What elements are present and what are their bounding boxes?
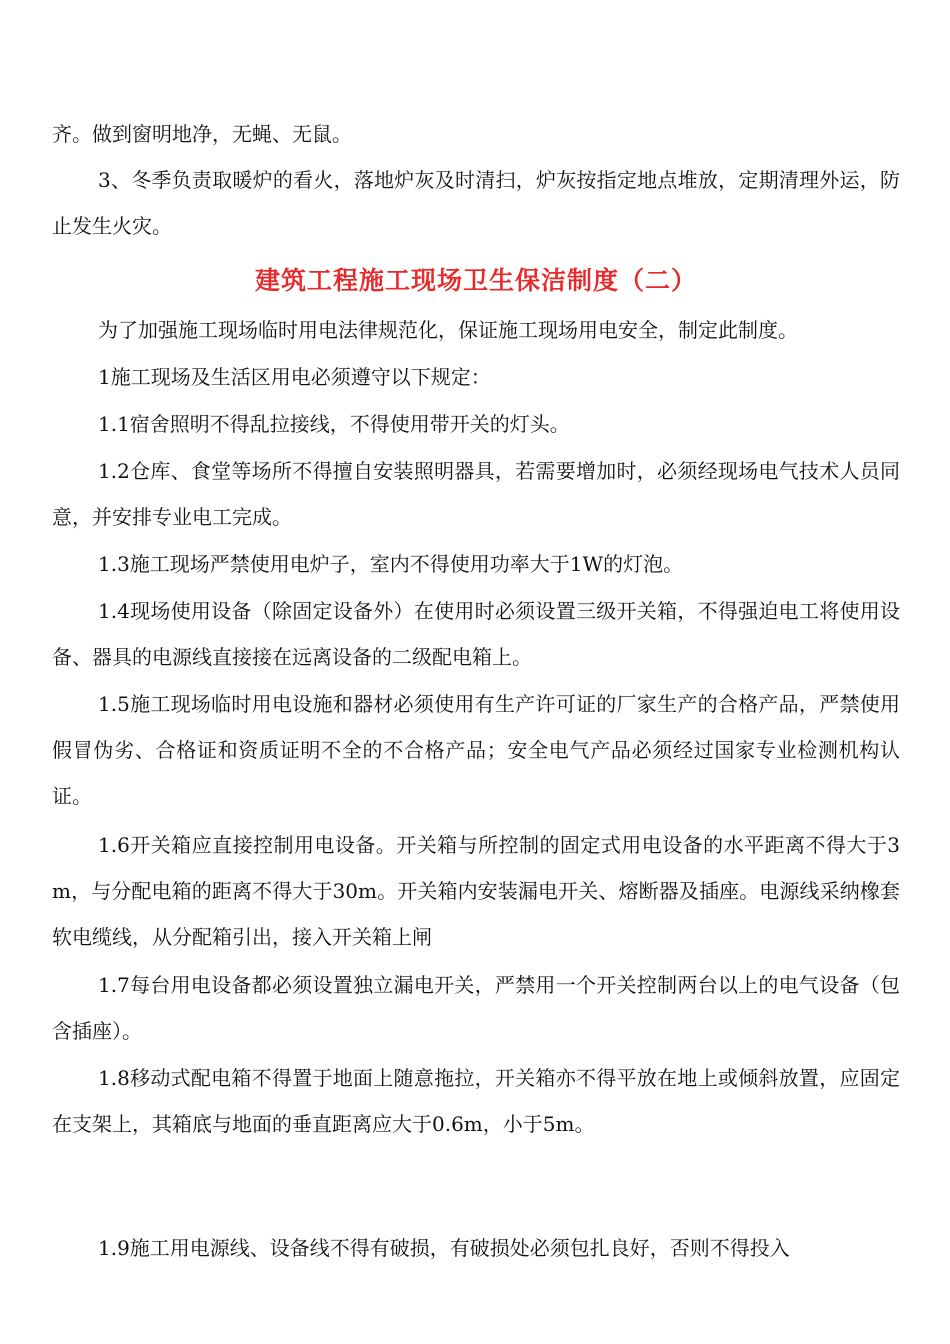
paragraph-item-3: 3、冬季负责取暖炉的看火，落地炉灰及时清扫，炉灰按指定地点堆放，定期清理外运，防止发生火灾。 bbox=[52, 168, 900, 238]
paragraph-rule-1-5: 1.5施工现场临时用电设施和器材必须使用有生产许可证的厂家生产的合格产品，严禁使用假冒伪劣、合格证和资质证明不全的不合格产品；安全电气产品必须经过国家专业检测机构认证。 bbox=[52, 692, 900, 808]
paragraph-preamble: 为了加强施工现场临时用电法律规范化，保证施工现场用电安全，制定此制度。 bbox=[98, 318, 798, 342]
paragraph-rule-1-8: 1.8移动式配电箱不得置于地面上随意拖拉，开关箱亦不得平放在地上或倾斜放置，应固定在支架上，其箱底与地面的垂直距离应大于0.6m，小于5m。 bbox=[52, 1066, 900, 1136]
paragraph-rule-1-1: 1.1宿舍照明不得乱拉接线，不得使用带开关的灯头。 bbox=[98, 412, 570, 436]
paragraph-rule-1-2: 1.2仓库、食堂等场所不得擅自安装照明器具，若需要增加时，必须经现场电气技术人员同意，并安排专业电工完成。 bbox=[52, 459, 900, 529]
paragraph-rule-1-6: 1.6开关箱应直接控制用电设备。开关箱与所控制的固定式用电设备的水平距离不得大于3m，与分配电箱的距离不得大于30m。开关箱内安装漏电开关、熔断器及插座。电源线采纳橡套软电缆线，从分配箱引出，接入开关箱上闸 bbox=[52, 833, 900, 949]
paragraph-rule-1-3: 1.3施工现场严禁使用电炉子，室内不得使用功率大于1W的灯泡。 bbox=[98, 552, 684, 576]
paragraph-rule-1-9: 1.9施工用电源线、设备线不得有破损，有破损处必须包扎良好，否则不得投入 bbox=[98, 1236, 790, 1260]
paragraph-rule-1-4: 1.4现场使用设备（除固定设备外）在使用时必须设置三级开关箱，不得强迫电工将使用设备、器具的电源线直接接在远离设备的二级配电箱上。 bbox=[52, 599, 900, 669]
paragraph-intro-tail: 齐。做到窗明地净，无蝇、无鼠。 bbox=[52, 122, 352, 146]
paragraph-rule-1-7: 1.7每台用电设备都必须设置独立漏电开关，严禁用一个开关控制两台以上的电气设备（包含插座）。 bbox=[52, 973, 900, 1043]
paragraph-rule-1: 1施工现场及生活区用电必须遵守以下规定： bbox=[98, 365, 491, 389]
section-title: 建筑工程施工现场卫生保洁制度（二） bbox=[254, 266, 697, 295]
